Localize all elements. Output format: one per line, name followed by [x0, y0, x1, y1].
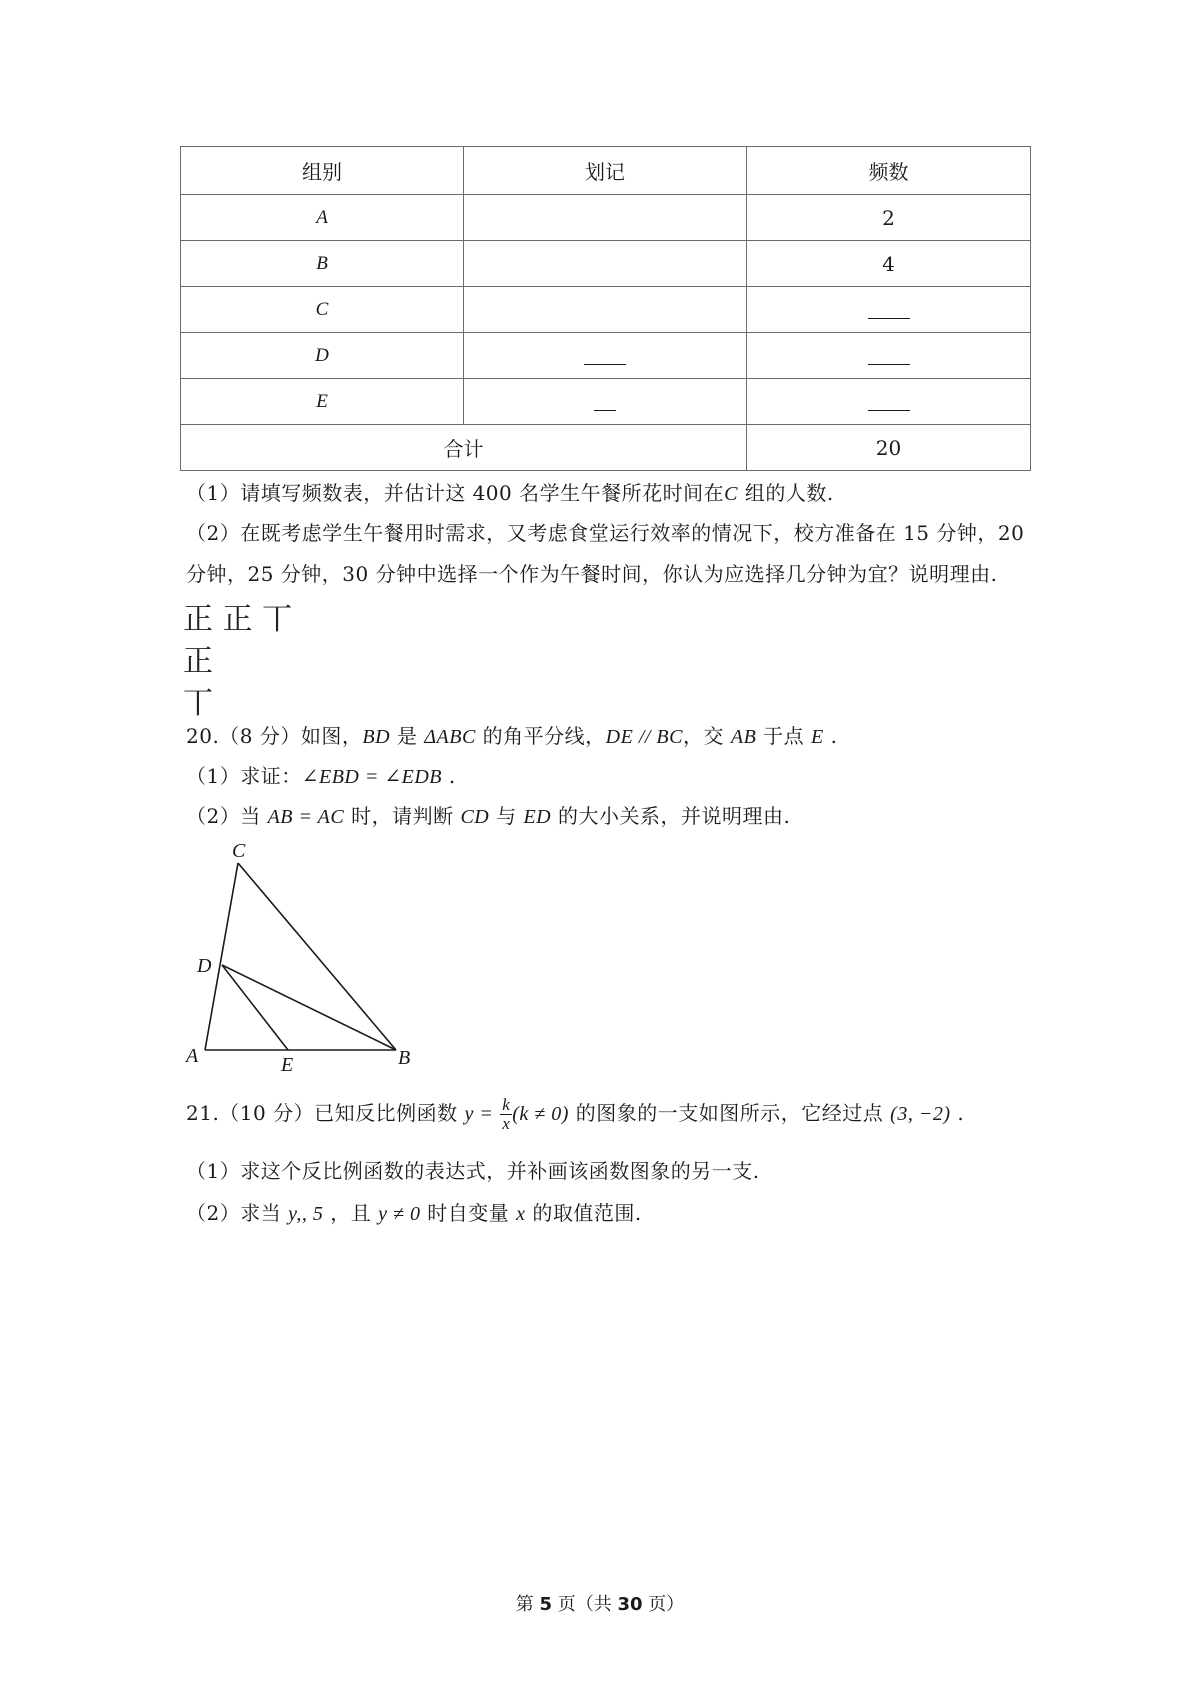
q19-part2-line2: 分钟，25 分钟，30 分钟中选择一个作为午餐时间，你认为应选择几分钟为宜？说明理由. — [186, 562, 998, 586]
table-row — [181, 287, 1031, 333]
tally-cell — [464, 333, 747, 379]
label-c: C — [232, 840, 246, 862]
header-frequency: 频数 — [747, 147, 1031, 195]
q21-stem: 21.（10 分）已知反比例函数 y = $\frac{k}{x}$ (k ≠ 0) 的图象的一支如图所示，它经过点 (3, −2) . — [186, 1095, 965, 1133]
tally-marks-line3: 丅 — [183, 686, 213, 721]
table-row — [181, 241, 1031, 287]
table-row — [181, 195, 1031, 241]
q21-part2: （2）求当 y,, 5 ，且 y ≠ 0 时自变量 x 的取值范围. — [186, 1201, 642, 1225]
triangle-figure — [180, 835, 440, 1075]
freq-cell: 4 — [747, 241, 1031, 287]
freq-cell: 2 — [747, 195, 1031, 241]
table-row — [181, 379, 1031, 425]
q19-part2-line1: （2）在既考虑学生午餐用时需求，又考虑食堂运行效率的情况下，校方准备在 15 分钟，20 — [186, 521, 1025, 545]
label-e: E — [281, 1054, 294, 1075]
answer-blank — [594, 409, 616, 411]
total-value: 20 — [747, 425, 1031, 471]
tally-marks-line1: 正 正 丅 — [183, 602, 293, 637]
tally-cell — [464, 241, 747, 287]
q19-part1: （1）请填写频数表，并估计这 400 名学生午餐所花时间在C 组的人数. — [186, 481, 834, 505]
total-label: 合计 — [181, 425, 747, 471]
frequency-table — [180, 146, 1031, 471]
segment-de — [222, 965, 288, 1050]
group-cell: A — [181, 195, 464, 241]
page-footer: 第 5 页（共 30 页） — [515, 1594, 685, 1615]
group-cell: C — [181, 287, 464, 333]
table-row — [181, 333, 1031, 379]
table-header-row — [181, 147, 1031, 195]
q20-part2: （2）当 AB = AC 时，请判断 CD 与 ED 的大小关系，并说明理由. — [186, 804, 791, 828]
answer-blank — [868, 317, 910, 319]
fraction-k-over-x: $\frac{k}{x}$ — [502, 1095, 511, 1133]
q21-part1: （1）求这个反比例函数的表达式，并补画该函数图象的另一支. — [186, 1159, 760, 1183]
group-cell: D — [181, 333, 464, 379]
q20-stem: 20.（8 分）如图，BD 是 ΔABC 的角平分线，DE // BC，交 AB 于点 E . — [186, 724, 838, 748]
table-total-row — [181, 425, 1031, 471]
freq-cell — [747, 287, 1031, 333]
label-d: D — [197, 955, 212, 977]
tally-cell — [464, 195, 747, 241]
segment-db — [222, 965, 396, 1050]
group-cell: E — [181, 379, 464, 425]
tally-cell — [464, 287, 747, 333]
tally-cell — [464, 379, 747, 425]
answer-blank — [584, 363, 626, 365]
header-group: 组别 — [181, 147, 464, 195]
q20-part1: （1）求证：∠EBD = ∠EDB . — [186, 764, 456, 788]
segment-cb — [238, 863, 396, 1050]
freq-cell — [747, 333, 1031, 379]
answer-blank — [868, 363, 910, 365]
answer-blank — [868, 409, 910, 411]
group-cell: B — [181, 241, 464, 287]
header-tally: 划记 — [464, 147, 747, 195]
label-a: A — [186, 1045, 199, 1067]
tally-marks-line2: 正 — [183, 644, 213, 679]
freq-cell — [747, 379, 1031, 425]
label-b: B — [398, 1047, 411, 1069]
